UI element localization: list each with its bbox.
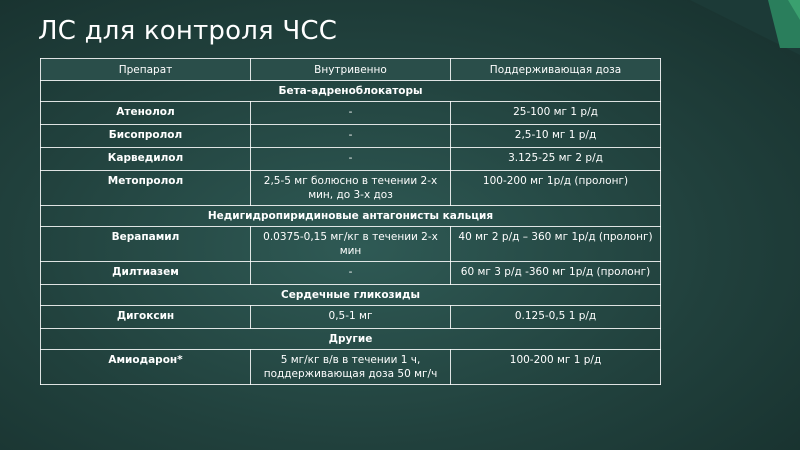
- table-row: [41, 350, 661, 385]
- iv-cell: -: [251, 102, 451, 125]
- table-row: [41, 171, 661, 206]
- table-body: [41, 81, 661, 385]
- iv-cell: -: [251, 148, 451, 171]
- maintenance-cell: 3.125-25 мг 2 р/д: [451, 148, 661, 171]
- header-maintenance: Поддерживающая доза: [451, 59, 661, 81]
- header-iv: Внутривенно: [251, 59, 451, 81]
- maintenance-cell: 40 мг 2 р/д – 360 мг 1р/д (пролонг): [451, 227, 661, 262]
- table-row: [41, 306, 661, 329]
- group-row: [41, 81, 661, 102]
- drug-cell: Бисопролол: [41, 125, 251, 148]
- table-row: [41, 227, 661, 262]
- drug-cell: Верапамил: [41, 227, 251, 262]
- group-label: Другие: [41, 329, 661, 350]
- maintenance-cell: 60 мг 3 р/д -360 мг 1р/д (пролонг): [451, 262, 661, 285]
- iv-cell: 5 мг/кг в/в в течении 1 ч, поддерживающая доза 50 мг/ч: [251, 350, 451, 385]
- table-row: [41, 102, 661, 125]
- group-label: Бета-адреноблокаторы: [41, 81, 661, 102]
- maintenance-cell: 100-200 мг 1р/д (пролонг): [451, 171, 661, 206]
- iv-cell: 0,5-1 мг: [251, 306, 451, 329]
- iv-cell: 2,5-5 мг болюсно в течении 2-х мин, до 3-х доз: [251, 171, 451, 206]
- group-label: Недигидропиридиновые антагонисты кальция: [41, 206, 661, 227]
- drug-cell: Амиодарон*: [41, 350, 251, 385]
- drug-cell: Карведилол: [41, 148, 251, 171]
- table-row: [41, 125, 661, 148]
- table-row: [41, 148, 661, 171]
- group-row: [41, 206, 661, 227]
- drug-cell: Дигоксин: [41, 306, 251, 329]
- table-row: [41, 262, 661, 285]
- group-label: Сердечные гликозиды: [41, 285, 661, 306]
- group-row: [41, 329, 661, 350]
- page-title: ЛС для контроля ЧСС: [38, 16, 338, 46]
- maintenance-cell: 2,5-10 мг 1 р/д: [451, 125, 661, 148]
- iv-cell: 0.0375-0,15 мг/кг в течении 2-х мин: [251, 227, 451, 262]
- drug-cell: Метопролол: [41, 171, 251, 206]
- drug-cell: Атенолол: [41, 102, 251, 125]
- drug-cell: Дилтиазем: [41, 262, 251, 285]
- iv-cell: -: [251, 125, 451, 148]
- maintenance-cell: 25-100 мг 1 р/д: [451, 102, 661, 125]
- corner-decoration: [680, 0, 800, 55]
- drug-table: [40, 58, 661, 385]
- group-row: [41, 285, 661, 306]
- header-drug: Препарат: [41, 59, 251, 81]
- table-header-row: [41, 59, 661, 81]
- maintenance-cell: 0.125-0,5 1 р/д: [451, 306, 661, 329]
- iv-cell: -: [251, 262, 451, 285]
- maintenance-cell: 100-200 мг 1 р/д: [451, 350, 661, 385]
